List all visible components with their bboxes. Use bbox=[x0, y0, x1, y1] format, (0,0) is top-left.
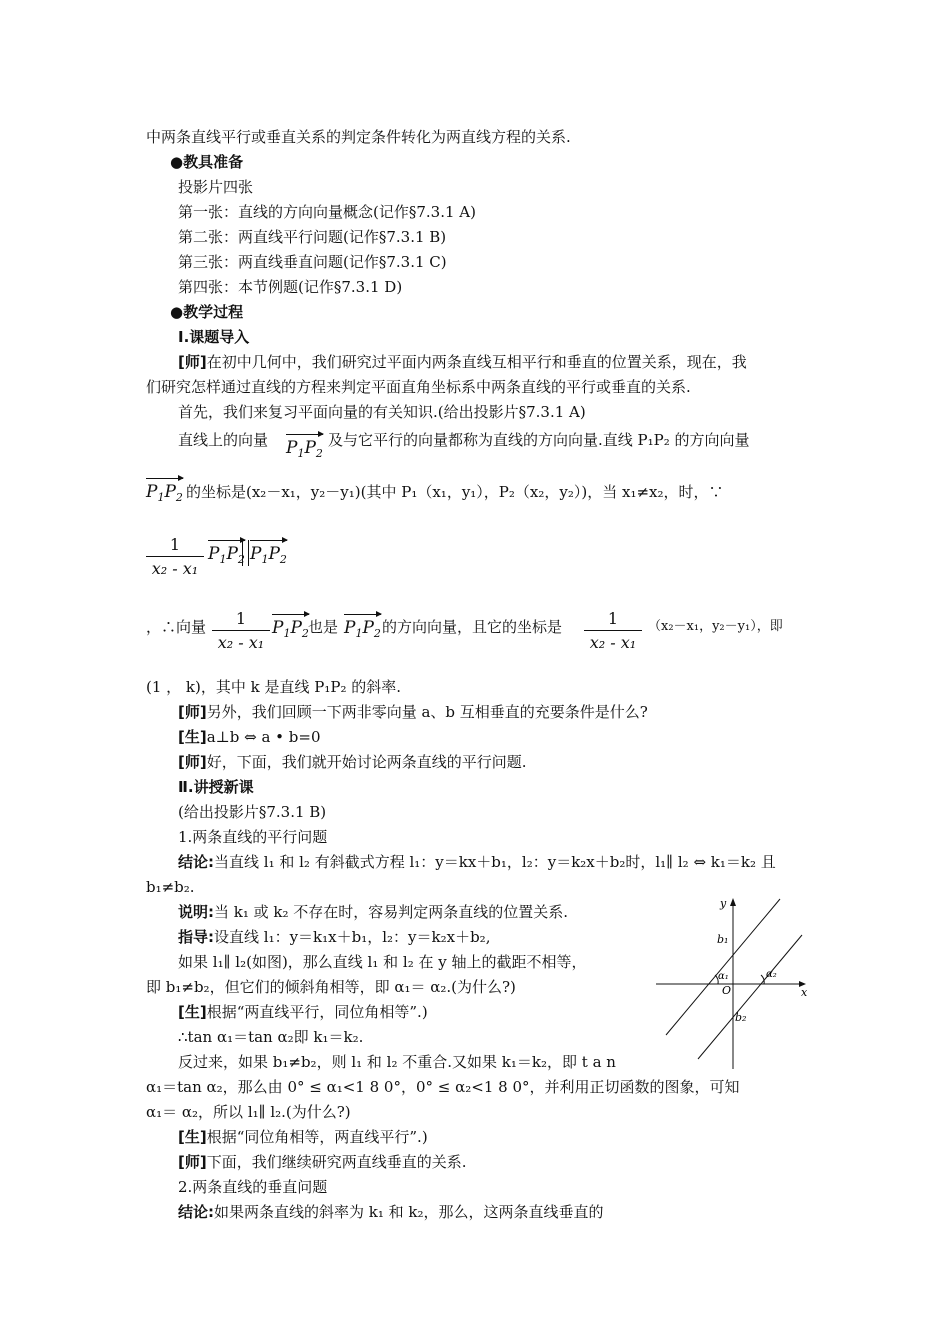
text-line: ，∴向量 bbox=[146, 618, 207, 636]
text-span: 好，下面，我们就开始讨论两条直线的平行问题. bbox=[206, 753, 527, 771]
text-line: 的方向向量，且它的坐标是 bbox=[382, 618, 563, 636]
text-line bbox=[178, 702, 648, 722]
line-l1 bbox=[666, 899, 780, 1035]
speaker-tag: [师] bbox=[178, 1153, 207, 1171]
text-line: 第二张：两直线平行问题(记作§7.3.1 B) bbox=[178, 228, 447, 246]
text-span: 当直线 l₁ 和 l₂ 有斜截式方程 l₁：y＝kx＋b₁，l₂：y＝k₂x＋b₂时，l₁∥ l₂ ⇔ k₁＝k₂ 且 bbox=[214, 853, 776, 871]
text-span: 另外，我们回顾一下两非零向量 a、b 互相垂直的充要条件是什么? bbox=[206, 703, 648, 721]
text-span: 在初中几何中，我们研究过平面内两条直线互相平行和垂直的位置关系，现在，我 bbox=[206, 353, 747, 371]
vector-p1p2: $P_1P_2$ bbox=[208, 540, 245, 566]
text-line: 首先，我们来复习平面向量的有关知识.(给出投影片§7.3.1 A) bbox=[178, 403, 586, 421]
vector-p1p2: $P_1P_2$ bbox=[146, 478, 183, 504]
fraction: 1 x₂ - x₁ bbox=[146, 535, 204, 578]
text-line: α₁＝ α₂，所以 l₁∥ l₂.(为什么?) bbox=[146, 1103, 351, 1121]
text-line: 直线上的向量 bbox=[178, 431, 269, 449]
text-line bbox=[178, 902, 568, 922]
text-line: 第一张：直线的方向向量概念(记作§7.3.1 A) bbox=[178, 203, 476, 221]
x-axis-label: x bbox=[801, 986, 808, 999]
speaker-tag: [生] bbox=[178, 1128, 207, 1146]
y-axis-arrow bbox=[730, 898, 736, 906]
text-span: 根据“两直线平行，同位角相等”.) bbox=[206, 1003, 428, 1021]
label-note: 说明: bbox=[178, 903, 214, 921]
section-heading: ●教学过程 bbox=[170, 303, 244, 321]
text-span: 下面，我们继续研究两直线垂直的关系. bbox=[206, 1153, 467, 1171]
text-line: 第四张：本节例题(记作§7.3.1 D) bbox=[178, 278, 403, 296]
fraction: 1 x₂ - x₁ bbox=[584, 609, 642, 652]
text-line: 投影片四张 bbox=[178, 178, 254, 196]
text-line bbox=[178, 352, 747, 372]
text-line: 中两条直线平行或垂直关系的判定条件转化为两直线方程的关系. bbox=[146, 128, 571, 146]
text-span: 设直线 l₁：y＝k₁x＋b₁，l₂：y＝k₂x＋b₂, bbox=[214, 928, 491, 946]
parallel-lines-figure bbox=[652, 893, 814, 1069]
speaker-tag: [生] bbox=[178, 1003, 207, 1021]
text-line: 如果 l₁∥ l₂(如图)，那么直线 l₁ 和 l₂ 在 y 轴上的截距不相等， bbox=[178, 953, 587, 971]
y-axis-label: y bbox=[720, 897, 727, 910]
fraction: 1 x₂ - x₁ bbox=[212, 609, 270, 652]
text-line bbox=[178, 927, 490, 947]
text-line: (给出投影片§7.3.1 B) bbox=[178, 803, 327, 821]
vector-p1p2: $P_1P_2$ bbox=[272, 614, 309, 640]
text-line bbox=[178, 1152, 467, 1172]
sub-heading: Ⅱ.讲授新课 bbox=[178, 778, 254, 796]
text-line: (1 ， k)，其中 k 是直线 P₁P₂ 的斜率. bbox=[146, 678, 402, 696]
speaker-tag: [师] bbox=[178, 753, 207, 771]
text-line: 反过来，如果 b₁≠b₂，则 l₁ 和 l₂ 不重合.又如果 k₁＝k₂，即 t a n bbox=[178, 1053, 616, 1071]
origin-label: O bbox=[722, 984, 732, 997]
speaker-tag: [师] bbox=[178, 353, 207, 371]
text-span: a⊥b ⇔ a • b=0 bbox=[206, 728, 321, 746]
label-conclusion: 结论: bbox=[178, 1203, 214, 1221]
text-line: 的坐标是(x₂－x₁，y₂－y₁)(其中 P₁（x₁，y₁），P₂（x₂，y₂）)，当 x₁≠x₂，时，∵ bbox=[186, 483, 724, 501]
label-conclusion: 结论: bbox=[178, 853, 214, 871]
section-heading: ●教具准备 bbox=[170, 153, 244, 171]
text-line: α₁＝tan α₂，那么由 0° ≤ α₁<1 8 0°，0° ≤ α₂<1 8 0°，并利用正切函数的图象，可知 bbox=[146, 1078, 740, 1096]
text-line: ∴tan α₁＝tan α₂即 k₁＝k₂. bbox=[178, 1028, 364, 1046]
text-line bbox=[178, 727, 321, 747]
text-line: b₁≠b₂. bbox=[146, 878, 195, 896]
speaker-tag: [师] bbox=[178, 703, 207, 721]
line-l2 bbox=[698, 935, 802, 1059]
text-line bbox=[178, 1202, 604, 1222]
intercept-b2: b₂ bbox=[735, 1011, 747, 1024]
text-line bbox=[178, 752, 527, 772]
text-line: （x₂－x₁，y₂－y₁），即 bbox=[648, 619, 783, 634]
text-line bbox=[178, 852, 776, 872]
sub-heading: Ⅰ.课题导入 bbox=[178, 328, 250, 346]
vector-p1p2: $P_1P_2$ bbox=[344, 614, 381, 640]
text-line: 2.两条直线的垂直问题 bbox=[178, 1178, 328, 1196]
vector-p1p2: $P_1P_2$ bbox=[250, 540, 287, 566]
text-line: 及与它平行的向量都称为直线的方向向量.直线 P₁P₂ 的方向向量 bbox=[328, 431, 750, 449]
text-line bbox=[178, 1127, 428, 1147]
text-span: 如果两条直线的斜率为 k₁ 和 k₂，那么，这两条直线垂直的 bbox=[214, 1203, 604, 1221]
parallel-symbol bbox=[242, 540, 249, 566]
vector-p1p2: $P_1P_2$ bbox=[286, 434, 323, 460]
angle-alpha1: α₁ bbox=[718, 971, 729, 982]
text-line: 即 b₁≠b₂，但它们的倾斜角相等，即 α₁＝ α₂.(为什么?) bbox=[146, 978, 516, 996]
text-line bbox=[178, 1002, 428, 1022]
text-line: 1.两条直线的平行问题 bbox=[178, 828, 328, 846]
intercept-b1: b₁ bbox=[717, 933, 729, 946]
text-line: 第三张：两直线垂直问题(记作§7.3.1 C) bbox=[178, 253, 447, 271]
angle-alpha2: α₂ bbox=[766, 969, 777, 980]
text-line: 们研究怎样通过直线的方程来判定平面直角坐标系中两条直线的平行或垂直的关系. bbox=[146, 378, 691, 396]
text-span: 根据“同位角相等，两直线平行”.) bbox=[206, 1128, 428, 1146]
text-line: 也是 bbox=[308, 618, 339, 636]
text-span: 当 k₁ 或 k₂ 不存在时，容易判定两条直线的位置关系. bbox=[214, 903, 569, 921]
label-guide: 指导: bbox=[178, 928, 214, 946]
speaker-tag: [生] bbox=[178, 728, 207, 746]
